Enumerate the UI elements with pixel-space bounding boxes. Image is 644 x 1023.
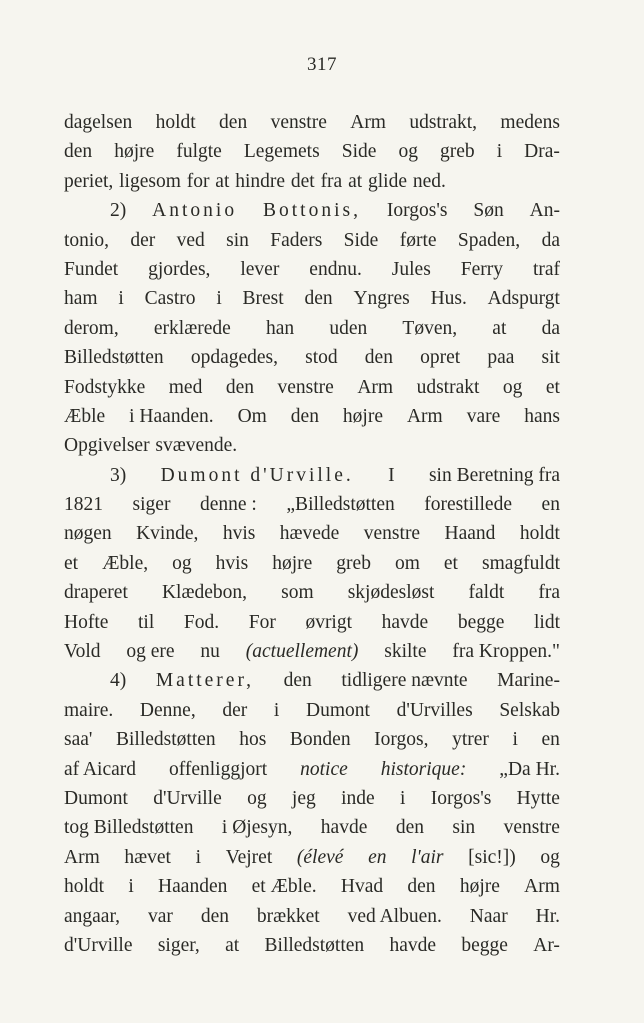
text-line [64,226,560,255]
word: i [128,876,134,898]
word: Arm [357,376,394,398]
word: Dumont [306,699,370,721]
word: periet, [64,170,114,192]
word: ytrer [452,729,489,751]
text-line [64,461,560,490]
word: dagelsen [64,112,133,133]
word: historique: [380,758,467,780]
word: denne : [200,494,257,516]
word: notice [300,758,348,780]
text-line [64,137,560,166]
word: svævende. [155,435,238,457]
word: hvis [215,552,249,574]
word: højre [342,405,383,427]
word: Arm [524,876,560,898]
word: i [273,699,280,721]
word: Yngres [353,288,410,310]
word: den [283,670,312,692]
word: jeg [291,787,316,809]
word: l'air [411,846,444,868]
text-line [64,196,560,225]
word: (actuellement) [245,641,359,663]
word: (élevé [296,846,344,868]
word: brækket [256,905,320,927]
word: Billedstøtten [64,347,164,369]
word: d'Urville [153,787,222,809]
word: Æble, [102,552,149,574]
word: Om [237,405,267,427]
word: den [225,376,254,398]
word: ham [64,288,98,310]
word: i [216,288,222,310]
word: den [395,817,424,839]
word: forestillede [424,494,512,516]
word: førte [399,229,437,251]
word: sin Beretning fra [428,464,560,486]
word: Billedstøtten [116,729,216,751]
text-line [64,696,560,725]
word: Adspurgt [487,288,560,310]
word: tidligere nævnte [341,670,468,692]
word: Hofte [64,611,109,633]
word: Castro [144,288,196,310]
word: Opgivelser [64,435,150,457]
word: den [200,905,229,927]
word: havde [389,934,437,956]
word: Side [341,141,377,163]
word: hævet [124,846,171,868]
word: hans [524,405,560,427]
word: og [247,787,267,809]
word: den [304,288,333,310]
word: Selskab [499,699,560,721]
word: en [368,846,387,868]
word: nu [200,641,220,663]
word: højre [459,876,500,898]
word: Side [343,229,379,251]
word: havde [320,817,368,839]
word: den [364,347,393,369]
word: smagfuldt [482,552,560,574]
word: ved Albuen. [347,905,442,927]
word: Dra- [524,141,560,163]
word: gjordes, [148,258,211,280]
word: i [496,141,503,163]
word: og [540,846,560,868]
word: at [348,170,363,192]
word: Søn [473,200,504,222]
word: øvrigt [305,611,353,633]
text-line [64,843,560,872]
word: den [290,405,319,427]
word: inde [341,787,375,809]
word: et [545,376,560,398]
text-line [64,813,560,842]
word: Klædebon, [161,582,248,604]
text-line [64,666,560,695]
word: da [541,317,560,339]
word: hævede [279,523,340,545]
word: Dumont [64,787,128,809]
word: en [541,729,560,751]
word: Arm [64,846,100,868]
word: og [172,552,192,574]
word: Antonio [152,200,238,222]
word: fra Kroppen." [452,641,560,663]
text-line [64,872,560,901]
text-line [64,284,560,313]
word: med [168,376,203,398]
word: højre [272,552,313,574]
text-line [64,373,560,402]
word: begge [457,611,505,633]
word: An- [529,200,560,222]
word: Matterer, [155,670,255,692]
word: erklærede [153,317,231,339]
word: af Aicard [64,758,137,780]
word: tonio, [64,229,109,251]
word: endnu. [309,258,362,280]
word: fra [320,170,343,192]
text-line [64,784,560,813]
word: holdt [64,876,105,898]
word: i [195,846,202,868]
word: medens [500,112,560,133]
word: om [394,552,420,574]
word: havde [381,611,429,633]
body-text [64,108,560,960]
word: faldt [468,582,505,604]
word: glide [367,170,407,192]
word: Vejret [225,846,273,868]
word: Arm [350,112,386,133]
word: en [541,494,560,516]
word: og [398,141,418,163]
text-line [64,578,560,607]
word: fulgte [176,141,222,163]
text-line [64,343,560,372]
word: ved [176,229,205,251]
word: et Æble. [251,876,317,898]
word: d'Urvilles [396,699,473,721]
word: Hr. [535,905,560,927]
word: I [388,464,395,486]
word: den [64,141,93,163]
word: Hytte [516,787,560,809]
word: 2) [110,200,127,222]
word: han [265,317,295,339]
word: venstre [270,112,327,133]
word: Ferry [460,258,503,280]
word: Vold [64,641,101,663]
word: og ere [126,641,175,663]
word: Bottonis, [262,200,361,222]
word: opdagedes, [190,347,278,369]
word: der [222,699,248,721]
word: opret [420,347,461,369]
word: Kvinde, [136,523,199,545]
word: Bonden [289,729,351,751]
word: venstre [277,376,334,398]
word: sin [452,817,476,839]
word: saa' [64,729,93,751]
word: det [290,170,315,192]
word: holdt [155,112,196,133]
word: højre [114,141,155,163]
word: Billedstøtten [264,934,365,956]
word: skilte [384,641,427,663]
text-line [64,755,560,784]
word: Fundet [64,258,119,280]
word: Iorgos's [430,787,492,809]
word: traf [532,258,560,280]
word: Haanden [158,876,228,898]
word: begge [461,934,508,956]
word: lidt [533,611,560,633]
word: nøgen [64,523,112,545]
page-number: 317 [307,54,337,75]
word: Haand [444,523,496,545]
word: greb [336,552,371,574]
word: i [118,288,124,310]
word: „Da Hr. [499,758,560,780]
word: et [443,552,458,574]
word: siger, [157,934,200,956]
word: Denne, [139,699,196,721]
word: holdt [519,523,560,545]
word: for [186,170,210,192]
text-line [64,637,560,666]
word: paa [487,347,515,369]
word: hos [239,729,267,751]
word: 4) [110,670,127,692]
word: der [130,229,156,251]
word: Tøven, [402,317,458,339]
word: ned. [412,170,446,192]
word: Fodstykke [64,376,146,398]
word: 1821 [64,494,103,516]
word: den [219,112,248,133]
word: venstre [363,523,421,545]
word: Dumont d'Urville. [160,464,354,486]
word: Hvad [340,876,384,898]
text-line [64,431,560,460]
word: sit [541,347,560,369]
word: og [502,376,523,398]
word: uden [329,317,368,339]
word: i Haanden. [129,405,214,427]
word: Æble [64,405,106,427]
text-line [64,931,560,960]
word: ligesom [119,170,181,192]
word: udstrakt [416,376,480,398]
word: Arm [406,405,443,427]
word: d'Urville [64,934,133,956]
text-line [64,490,560,519]
word: Fod. [183,611,220,633]
word: Ar- [533,934,560,956]
text-line [64,167,560,196]
word: da [541,229,560,251]
word: at [492,317,507,339]
word: Faders [270,229,323,251]
word: udstrakt, [409,112,478,133]
text-line [64,902,560,931]
word: „Billedstøtten [286,494,395,516]
word: til [138,611,155,633]
word: Iorgos, [374,729,429,751]
word: i [512,729,518,751]
word: Legemets [243,141,320,163]
word: Brest [242,288,284,310]
text-line [64,549,560,578]
word: hindre [235,170,286,192]
word: venstre [503,817,560,839]
word: angaar, [64,905,121,927]
word: tog Billedstøtten [64,817,194,839]
word: Marine- [497,670,560,692]
word: 3) [110,464,127,486]
word: stod [305,347,338,369]
text-line [64,255,560,284]
word: Naar [469,905,508,927]
word: var [147,905,173,927]
word: Iorgos's [386,200,448,222]
text-line [64,402,560,431]
word: siger [132,494,171,516]
word: maire. [64,699,114,721]
word: For [248,611,276,633]
word: at [225,934,240,956]
word: vare [466,405,501,427]
word: Spaden, [457,229,521,251]
word: [sic!]) [468,846,516,868]
word: et [64,552,79,574]
word: i [399,787,406,809]
text-line [64,519,560,548]
word: den [407,876,436,898]
word: i Øjesyn, [221,817,293,839]
text-line [64,608,560,637]
text-line [64,725,560,754]
text-line [64,108,560,137]
word: Hus. [430,288,467,310]
word: offenliggjort [168,758,268,780]
word: greb [439,141,475,163]
word: skjødesløst [347,582,435,604]
word: sin [226,229,249,251]
word: draperet [64,582,128,604]
word: derom, [64,317,119,339]
word: Jules [391,258,431,280]
word: hvis [222,523,256,545]
word: at [215,170,230,192]
word: fra [538,582,560,604]
word: lever [240,258,280,280]
word: som [281,582,314,604]
text-line [64,314,560,343]
